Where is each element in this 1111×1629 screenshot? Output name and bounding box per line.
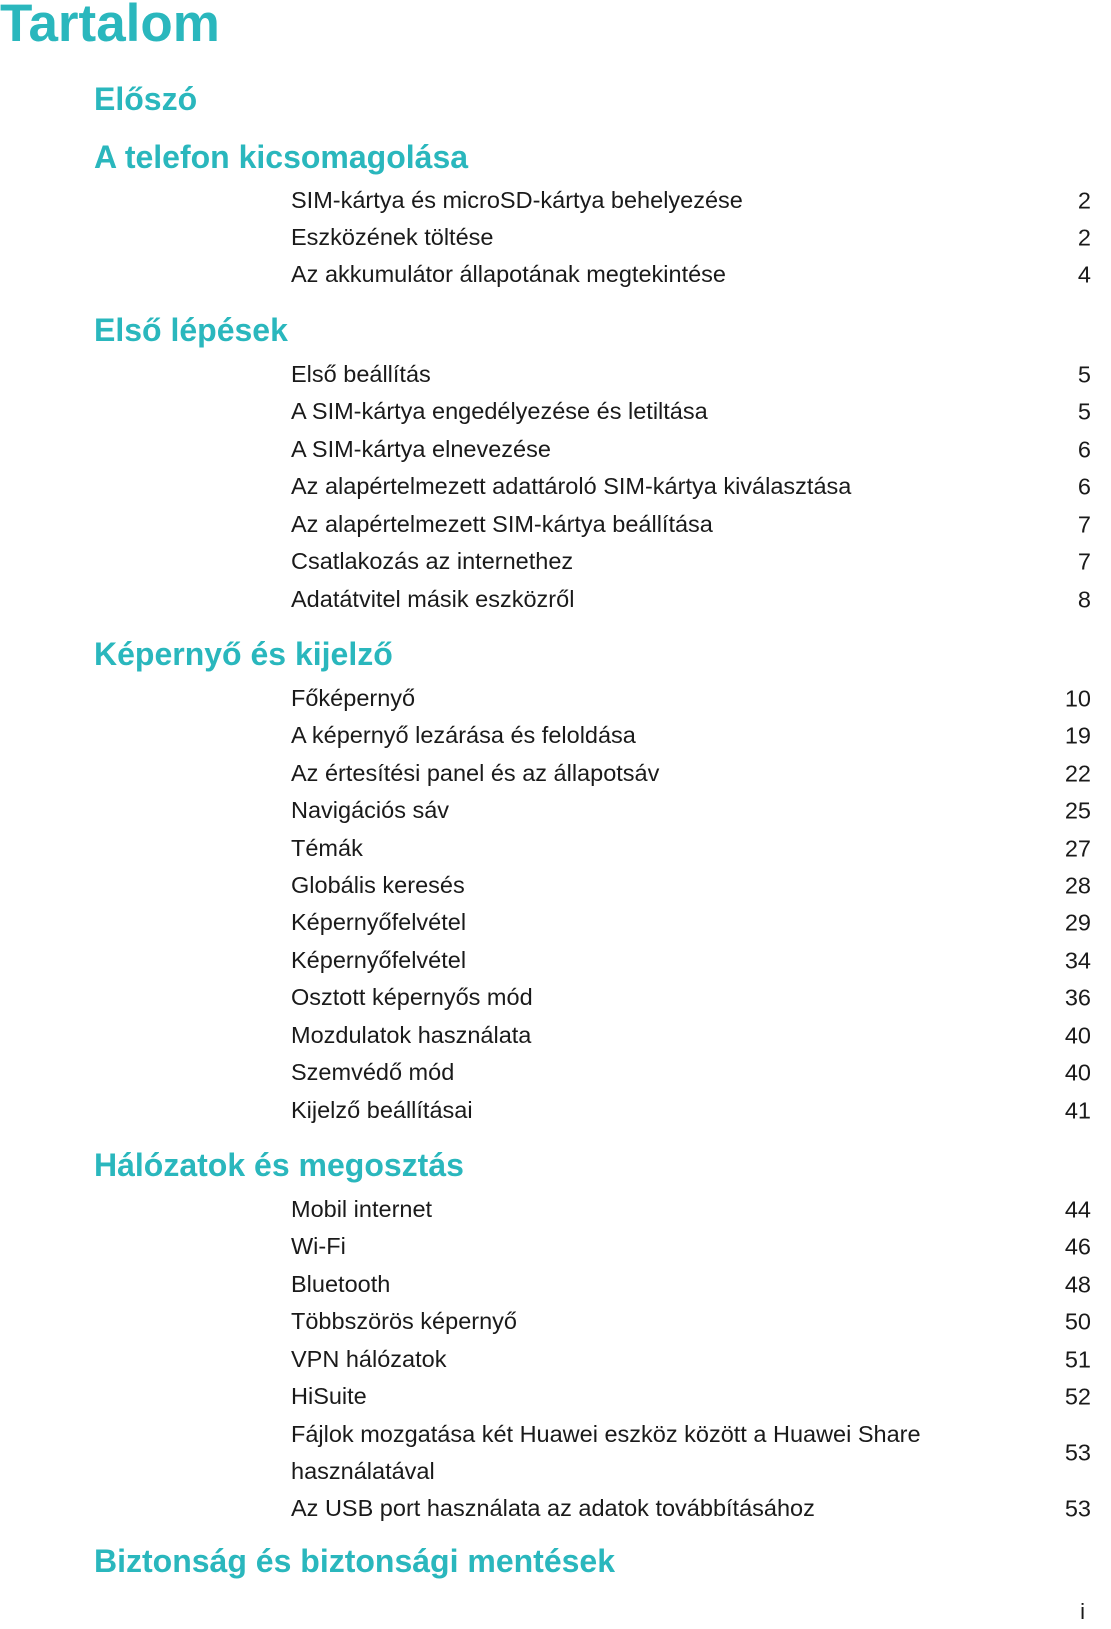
toc-entry-text: Wi-Fi: [291, 1233, 346, 1259]
section-title[interactable]: Hálózatok és megosztás: [94, 1147, 464, 1183]
toc-entry-page: 19: [1064, 722, 1091, 748]
toc-entry-page: 27: [1064, 835, 1091, 861]
toc-entry-text: A SIM-kártya engedélyezése és letiltása: [291, 398, 708, 424]
toc-entry[interactable]: [291, 393, 1091, 430]
toc-entry-page: 40: [1064, 1022, 1091, 1048]
toc-entry-text: Képernyőfelvétel: [291, 909, 467, 935]
toc-entry-text: Fájlok mozgatása két Huawei eszköz között a Huawei Share használatával: [291, 1421, 921, 1484]
page-title: Tartalom: [0, 0, 220, 53]
toc-entry-page: 53: [1064, 1439, 1091, 1466]
toc-entry-page: 4: [1077, 261, 1091, 287]
toc-entry[interactable]: [291, 256, 1091, 293]
toc-entry[interactable]: [291, 543, 1091, 580]
toc-entry-page: 8: [1077, 586, 1091, 612]
toc-entry-page: 10: [1064, 685, 1091, 711]
toc-entry[interactable]: [291, 1017, 1091, 1054]
toc-entry[interactable]: [291, 431, 1091, 468]
toc-entry-text: Adatátvitel másik eszközről: [291, 586, 575, 612]
toc-entry-page: 53: [1064, 1495, 1091, 1521]
toc-entry-page: 5: [1077, 361, 1091, 387]
toc-entry-text: Az akkumulátor állapotának megtekintése: [291, 261, 726, 287]
toc-entry-page: 41: [1064, 1097, 1091, 1123]
toc-entry-text: Az alapértelmezett SIM-kártya beállítása: [291, 511, 713, 537]
toc-entry[interactable]: [291, 1490, 1091, 1527]
toc-entry-page: 25: [1064, 797, 1091, 823]
toc-entry-text: Az értesítési panel és az állapotsáv: [291, 760, 660, 786]
toc-entry-text: Témák: [291, 835, 363, 861]
section-title[interactable]: A telefon kicsomagolása: [94, 139, 469, 175]
toc-entry-page: 6: [1077, 473, 1091, 499]
toc-entry-page: 44: [1064, 1196, 1091, 1222]
toc-entry[interactable]: [291, 867, 1091, 904]
toc-entry-page: 51: [1064, 1346, 1091, 1372]
toc-entry[interactable]: [291, 468, 1091, 505]
section-title[interactable]: Előszó: [94, 81, 198, 117]
toc-entry-text: SIM-kártya és microSD-kártya behelyezése: [291, 187, 743, 213]
toc-entry-text: Mozdulatok használata: [291, 1022, 532, 1048]
toc-entry-text: A SIM-kártya elnevezése: [291, 436, 551, 462]
toc-entry-text: Szemvédő mód: [291, 1059, 455, 1085]
toc-entry-text: Eszközének töltése: [291, 224, 494, 250]
toc-entry[interactable]: [291, 1416, 1091, 1490]
toc-entry-page: 7: [1077, 548, 1091, 574]
toc-entry-text: Csatlakozás az internethez: [291, 548, 574, 574]
toc-entry-page: 28: [1064, 872, 1091, 898]
section-title[interactable]: Biztonság és biztonsági mentések: [94, 1543, 616, 1579]
toc-entry[interactable]: [291, 1303, 1091, 1340]
toc-entry-page: 50: [1064, 1308, 1091, 1334]
toc-entry-text: Globális keresés: [291, 872, 465, 898]
toc-entry-page: 40: [1064, 1059, 1091, 1085]
toc-entry[interactable]: [291, 506, 1091, 543]
toc-entry[interactable]: [291, 680, 1091, 717]
toc-entry-text: Osztott képernyős mód: [291, 984, 533, 1010]
toc-entry[interactable]: [291, 979, 1091, 1016]
toc-entry[interactable]: [291, 182, 1091, 219]
toc-entry-text: Navigációs sáv: [291, 797, 450, 823]
toc-entry[interactable]: [291, 581, 1091, 618]
toc-entry[interactable]: [291, 904, 1091, 941]
toc-entry-page: 52: [1064, 1383, 1091, 1409]
toc-entry[interactable]: [291, 356, 1091, 393]
section-title[interactable]: Képernyő és kijelző: [94, 636, 393, 672]
toc-entry-page: 36: [1064, 984, 1091, 1010]
toc-entry-text: Képernyőfelvétel: [291, 947, 467, 973]
toc-entry[interactable]: [291, 792, 1091, 829]
toc-entry-page: 7: [1077, 511, 1091, 537]
toc-entry-text: HiSuite: [291, 1383, 367, 1409]
toc-entry-text: Bluetooth: [291, 1271, 391, 1297]
toc-entry[interactable]: [291, 1092, 1091, 1129]
toc-entry-page: 5: [1077, 398, 1091, 424]
toc-entry-text: Az USB port használata az adatok továbbításához: [291, 1495, 815, 1521]
toc-entry[interactable]: [291, 1191, 1091, 1228]
toc-entry-page: 29: [1064, 909, 1091, 935]
toc-entry-text: Az alapértelmezett adattároló SIM-kártya kiválasztása: [291, 473, 852, 499]
toc-entry-page: 2: [1077, 187, 1091, 213]
toc-entry[interactable]: [291, 1378, 1091, 1415]
toc-entry[interactable]: [291, 942, 1091, 979]
toc-entry-page: 34: [1064, 947, 1091, 973]
toc-entry-page: 46: [1064, 1233, 1091, 1259]
toc-entry[interactable]: [291, 755, 1091, 792]
toc-entry-text: Kijelző beállításai: [291, 1097, 473, 1123]
toc-entry[interactable]: [291, 219, 1091, 256]
toc-entry-text: Főképernyő: [291, 685, 416, 711]
toc-entry-page: 6: [1077, 436, 1091, 462]
toc-entry-text: Mobil internet: [291, 1196, 433, 1222]
toc-entry[interactable]: [291, 717, 1091, 754]
toc-entry[interactable]: [291, 1228, 1091, 1265]
toc-entry[interactable]: [291, 1054, 1091, 1091]
toc-entry-text: A képernyő lezárása és feloldása: [291, 722, 636, 748]
toc-entry-page: 2: [1077, 224, 1091, 250]
toc-entry-text: VPN hálózatok: [291, 1346, 447, 1372]
toc-entry[interactable]: [291, 830, 1091, 867]
section-title[interactable]: Első lépések: [94, 312, 288, 348]
toc-entry[interactable]: [291, 1341, 1091, 1378]
toc-entry-text: Első beállítás: [291, 361, 431, 387]
page-number: i: [1080, 1599, 1085, 1624]
toc-entry-page: 22: [1064, 760, 1091, 786]
toc-entry-text: Többszörös képernyő: [291, 1308, 517, 1334]
toc-entry-page: 48: [1064, 1271, 1091, 1297]
toc-entry[interactable]: [291, 1266, 1091, 1303]
